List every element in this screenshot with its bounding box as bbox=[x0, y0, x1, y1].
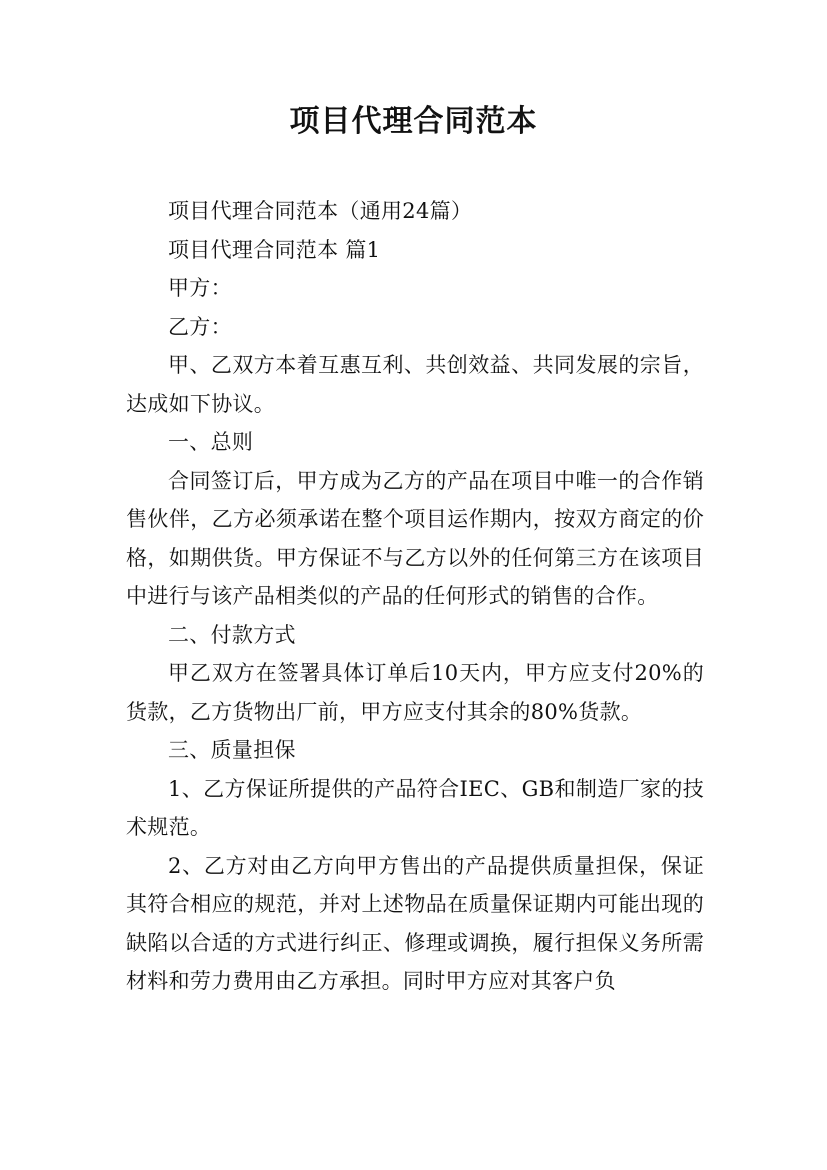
section-heading-paragraph: 项目代理合同范本 篇1 bbox=[168, 237, 381, 262]
quality-paragraph-1: 1、乙方保证所提供的产品符合IEC、GB和制造厂家的技术规范。 bbox=[126, 776, 704, 839]
heading-general: 一、总则 bbox=[168, 430, 254, 454]
party-a-line: 甲方： bbox=[168, 276, 232, 300]
party-b-line: 乙方： bbox=[168, 314, 232, 339]
quality-paragraph-2: 2、乙方对由乙方向甲方售出的产品提供质量担保，保证其符合相应的规范，并对上述物品在质量保证期内可能出现的缺陷以合适的方式进行纠正、修理或调换，履行担保义务所需材料和劳力费用由乙方承担。同时甲方应对其客户负 bbox=[126, 853, 704, 993]
document-title: 项目代理合同范本 bbox=[289, 104, 538, 139]
heading-payment: 二、付款方式 bbox=[168, 622, 296, 647]
subtitle-paragraph: 项目代理合同范本（通用24篇） bbox=[168, 199, 473, 223]
general-paragraph: 合同签订后，甲方成为乙方的产品在项目中唯一的合作销售伙伴，乙方必须承诺在整个项目运作期内，按双方商定的价格，如期供货。甲方保证不与乙方以外的任何第三方在该项目中进行与该产品相类似的产品的任何形式的销售的合作。 bbox=[126, 468, 704, 608]
payment-paragraph: 甲乙双方在签署具体订单后10天内，甲方应支付20%的货款，乙方货物出厂前，甲方应支付其余的80%货款。 bbox=[126, 661, 704, 724]
document-body bbox=[126, 192, 704, 1001]
preamble-paragraph: 甲、乙双方本着互惠互利、共创效益、共同发展的宗旨，达成如下协议。 bbox=[126, 353, 704, 416]
heading-quality: 三、质量担保 bbox=[168, 738, 296, 762]
